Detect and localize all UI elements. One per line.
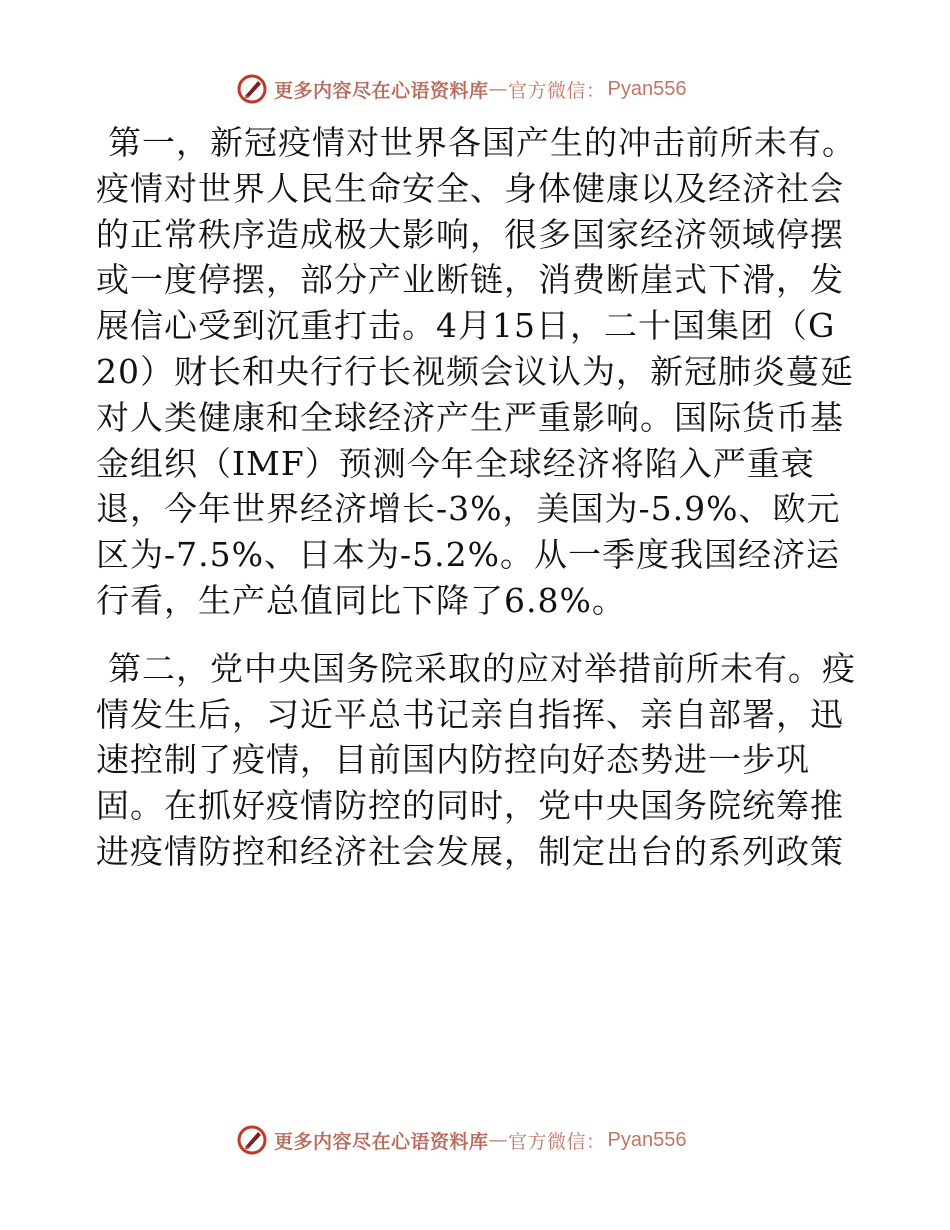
wechat-id: Pyan556 [607, 1128, 687, 1151]
header-watermark-banner [236, 72, 716, 106]
footer-watermark-banner [236, 1123, 716, 1157]
paragraph-first: 第一，新冠疫情对世界各国产生的冲击前所未有。疫情对世界人民生命安全、身体健康以及经济社会的正常秩序造成极大影响，很多国家经济领域停摆或一度停摆，部分产业断链，消费断崖式下滑，发展信心受到沉重打击。4月15日，二十国集团（G20）财长和央行行长视频会议认为，新冠肺炎蔓延对人类健康和全球经济产生严重影响。国际货币基金组织（IMF）预测今年全球经济将陷入严重衰退，今年世界经济增长-3%，美国为-5.9%、欧元区为-7.5%、日本为-5.2%。从一季度我国经济运行看，生产总值同比下降了6.8%。 [96, 123, 856, 620]
paragraph-second: 第二，党中央国务院采取的应对举措前所未有。疫情发生后，习近平总书记亲自指挥、亲自部署，迅速控制了疫情，目前国内防控向好态势进一步巩固。在抓好疫情防控的同时，党中央国务院统筹推进疫情防控和经济社会发展，制定出台的系列政策 [96, 648, 856, 871]
quill-circle-logo-icon [236, 1124, 268, 1156]
document-body [96, 120, 856, 875]
wechat-id: Pyan556 [607, 77, 687, 100]
quill-circle-logo-icon [236, 73, 268, 105]
wechat-label: 官方微信： [508, 79, 606, 102]
banner-separator: — [488, 78, 509, 100]
wechat-label: 官方微信： [508, 1130, 606, 1153]
site-name-text: 更多内容尽在心语资料库 [274, 1130, 489, 1153]
banner-separator: — [488, 1129, 509, 1151]
site-name-text: 更多内容尽在心语资料库 [274, 79, 489, 102]
